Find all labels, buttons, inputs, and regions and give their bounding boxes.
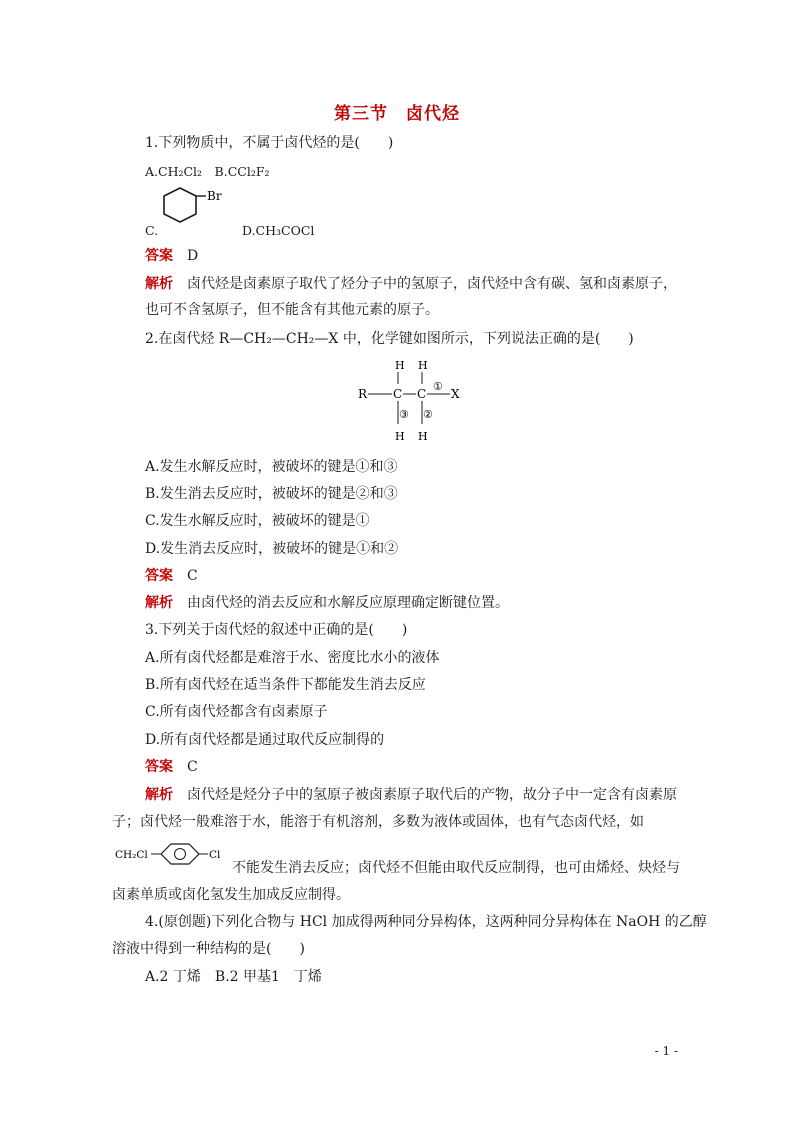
bond-label-1: ①: [433, 380, 443, 393]
q3-explanation-line1: [145, 786, 677, 804]
q1-explanation-line1: [145, 275, 677, 293]
q2-explanation: [145, 594, 509, 612]
q2-stem: 2.在卤代烃 R—CH₂—CH₂—X 中，化学键如图所示，下列说法正确的是( ): [145, 331, 634, 347]
answer-value: C: [187, 759, 198, 775]
q2-answer: [145, 567, 198, 585]
bromine-label: Br: [207, 189, 222, 203]
h-top-left: H: [395, 359, 405, 372]
carbon1-label: C: [393, 387, 403, 401]
q1-options-ab: A.CH₂Cl₂ B.CCl₂F₂: [145, 164, 270, 179]
q3-stem: 3.下列关于卤代烃的叙述中正确的是( ): [145, 622, 408, 638]
bond-label-3: ③: [399, 408, 409, 421]
page-title: 第三节 卤代烃: [334, 104, 460, 124]
explanation-text: 卤代烃是卤素原子取代了烃分子中的氢原子，卤代烃中含有碳、氢和卤素原子，: [187, 276, 677, 292]
explanation-label: 解析: [145, 787, 173, 803]
x-label: X: [451, 387, 460, 401]
ch2cl-label: CH₂Cl: [115, 849, 148, 861]
q4-stem-line1: 4.(原创题)下列化合物与 HCl 加成得两种同分异构体，这两种同分异构体在 NaOH 的乙醇: [145, 914, 707, 930]
explanation-text: 卤代烃是烃分子中的氢原子被卤素原子取代后的产物，故分子中一定含有卤素原: [187, 787, 677, 803]
q2-option-d: D.发生消去反应时，被破坏的键是①和②: [145, 541, 399, 557]
q2-option-a: A.发生水解反应时，被破坏的键是①和③: [145, 459, 398, 475]
q1-stem: 1.下列物质中，不属于卤代烃的是( ): [145, 135, 394, 151]
cyclohexane-ring: [164, 188, 196, 222]
q3-explanation-line4: 卤素单质或卤化氢发生加成反应制得。: [112, 887, 350, 903]
q1-option-c: C.: [145, 223, 159, 238]
benzene-ring: [161, 844, 199, 864]
h-bottom-left: H: [395, 430, 405, 443]
chloromethylchlorobenzene-structure: [113, 838, 233, 870]
r-label: R: [358, 387, 368, 401]
bond-label-2: ②: [423, 408, 433, 421]
page-number: - 1 -: [654, 1044, 678, 1058]
q4-stem-line2: 溶液中得到一种结构的是( ): [112, 941, 305, 957]
aromatic-circle: [175, 849, 186, 860]
bromocyclohexane-structure: [160, 186, 230, 234]
explanation-text: 由卤代烃的消去反应和水解反应原理确定断键位置。: [187, 595, 509, 611]
q3-explanation-line2: 子；卤代烃一般难溶于水，能溶于有机溶剂，多数为液体或固体，也有气态卤代烃，如: [112, 814, 644, 830]
answer-label: 答案: [145, 759, 173, 775]
answer-label: 答案: [145, 568, 173, 584]
q2-option-b: B.发生消去反应时，被破坏的键是②和③: [145, 486, 398, 502]
explanation-label: 解析: [145, 595, 173, 611]
answer-value: C: [187, 568, 198, 584]
h-bottom-right: H: [418, 430, 428, 443]
cl-label: Cl: [209, 849, 221, 861]
explanation-label: 解析: [145, 276, 173, 292]
q2-option-c: C.发生水解反应时，被破坏的键是①: [145, 513, 370, 529]
carbon2-label: C: [417, 387, 427, 401]
answer-value: D: [187, 248, 199, 264]
q1-explanation-line2: 也可不含氢原子，但不能含有其他元素的原子。: [145, 302, 439, 318]
q3-explanation-line3: 不能发生消去反应；卤代烃不但能由取代反应制得，也可由烯烃、炔烃与: [232, 860, 680, 876]
q1-answer: [145, 247, 198, 265]
q1-option-d: D.CH₃COCl: [242, 223, 315, 238]
q3-option-b: B.所有卤代烃在适当条件下都能发生消去反应: [145, 677, 426, 693]
q3-option-c: C.所有卤代烃都含有卤素原子: [145, 704, 328, 720]
q3-option-a: A.所有卤代烃都是难溶于水、密度比水小的液体: [145, 650, 440, 666]
h-top-right: H: [418, 359, 428, 372]
q3-answer: [145, 758, 198, 776]
answer-label: 答案: [145, 248, 173, 264]
bond-diagram: [354, 354, 470, 446]
q3-option-d: D.所有卤代烃都是通过取代反应制得的: [145, 732, 385, 748]
q4-options-ab: A.2 丁烯 B.2 甲基1 丁烯: [145, 969, 322, 985]
